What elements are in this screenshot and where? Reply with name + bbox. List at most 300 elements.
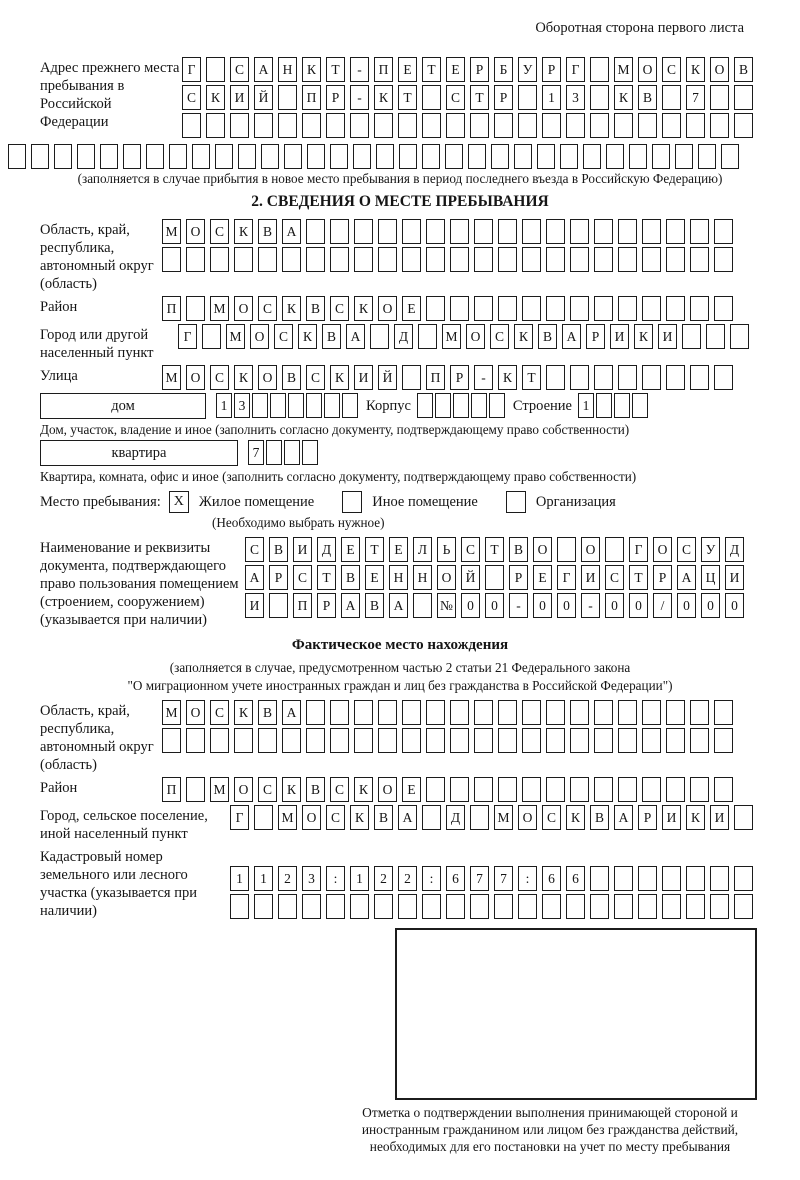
char-box[interactable]: К (498, 365, 517, 390)
char-box[interactable]: М (442, 324, 461, 349)
char-box[interactable]: К (614, 85, 633, 110)
char-box[interactable]: В (538, 324, 557, 349)
char-box[interactable] (378, 219, 397, 244)
char-box[interactable]: 0 (629, 593, 648, 618)
char-box[interactable] (570, 700, 589, 725)
char-box[interactable] (307, 144, 325, 169)
char-box[interactable]: Б (494, 57, 513, 82)
char-box[interactable] (284, 440, 300, 465)
char-box[interactable] (230, 894, 249, 919)
char-box[interactable]: Р (269, 565, 288, 590)
char-box[interactable]: О (258, 365, 277, 390)
char-box[interactable] (474, 777, 493, 802)
char-box[interactable]: А (341, 593, 360, 618)
char-box[interactable] (518, 894, 537, 919)
char-box[interactable]: Д (394, 324, 413, 349)
char-box[interactable]: М (162, 365, 181, 390)
char-box[interactable] (453, 393, 469, 418)
char-box[interactable]: - (509, 593, 528, 618)
char-box[interactable] (354, 728, 373, 753)
char-box[interactable] (350, 894, 369, 919)
char-box[interactable]: 2 (398, 866, 417, 891)
char-box[interactable] (710, 113, 729, 138)
char-box[interactable]: С (230, 57, 249, 82)
char-box[interactable]: О (466, 324, 485, 349)
char-box[interactable]: В (282, 365, 301, 390)
char-box[interactable] (570, 728, 589, 753)
char-box[interactable] (662, 113, 681, 138)
char-box[interactable] (590, 57, 609, 82)
char-box[interactable]: О (302, 805, 321, 830)
char-box[interactable]: А (389, 593, 408, 618)
char-box[interactable]: Н (278, 57, 297, 82)
char-box[interactable] (426, 777, 445, 802)
char-box[interactable]: 3 (234, 393, 250, 418)
char-box[interactable]: Г (557, 565, 576, 590)
char-box[interactable]: С (274, 324, 293, 349)
char-box[interactable] (570, 296, 589, 321)
char-box[interactable] (210, 728, 229, 753)
char-box[interactable]: С (182, 85, 201, 110)
char-box[interactable] (618, 219, 637, 244)
char-box[interactable]: М (494, 805, 513, 830)
char-box[interactable]: Е (398, 57, 417, 82)
char-box[interactable]: Р (638, 805, 657, 830)
char-box[interactable] (31, 144, 49, 169)
char-box[interactable] (666, 728, 685, 753)
char-box[interactable] (642, 365, 661, 390)
char-box[interactable] (254, 805, 273, 830)
char-box[interactable]: К (354, 777, 373, 802)
char-box[interactable]: К (686, 805, 705, 830)
char-box[interactable] (206, 57, 225, 82)
char-box[interactable]: Й (254, 85, 273, 110)
char-box[interactable]: 2 (278, 866, 297, 891)
char-box[interactable] (734, 113, 753, 138)
char-box[interactable] (470, 894, 489, 919)
char-box[interactable]: А (562, 324, 581, 349)
char-box[interactable] (326, 113, 345, 138)
char-box[interactable] (618, 365, 637, 390)
char-box[interactable]: П (426, 365, 445, 390)
char-box[interactable] (330, 728, 349, 753)
char-box[interactable]: И (293, 537, 312, 562)
char-box[interactable] (210, 247, 229, 272)
char-box[interactable]: К (282, 296, 301, 321)
char-box[interactable] (614, 393, 630, 418)
char-box[interactable] (498, 296, 517, 321)
char-box[interactable]: В (306, 296, 325, 321)
char-box[interactable] (54, 144, 72, 169)
char-box[interactable] (618, 296, 637, 321)
char-box[interactable] (546, 777, 565, 802)
char-box[interactable] (686, 894, 705, 919)
char-box[interactable] (426, 247, 445, 272)
char-box[interactable]: К (330, 365, 349, 390)
char-box[interactable] (710, 866, 729, 891)
char-box[interactable] (690, 365, 709, 390)
char-box[interactable] (474, 247, 493, 272)
char-box[interactable] (638, 894, 657, 919)
char-box[interactable] (721, 144, 739, 169)
char-box[interactable] (638, 866, 657, 891)
char-box[interactable]: О (234, 777, 253, 802)
char-box[interactable] (632, 393, 648, 418)
char-box[interactable] (730, 324, 749, 349)
char-box[interactable]: К (234, 700, 253, 725)
char-box[interactable]: М (210, 777, 229, 802)
char-box[interactable] (618, 728, 637, 753)
char-box[interactable] (675, 144, 693, 169)
char-box[interactable] (618, 777, 637, 802)
char-box[interactable] (474, 728, 493, 753)
char-box[interactable] (614, 866, 633, 891)
char-box[interactable] (282, 247, 301, 272)
char-box[interactable] (471, 393, 487, 418)
char-box[interactable]: В (365, 593, 384, 618)
char-box[interactable] (666, 219, 685, 244)
char-box[interactable]: Е (389, 537, 408, 562)
char-box[interactable]: О (638, 57, 657, 82)
char-box[interactable] (698, 144, 716, 169)
char-box[interactable] (417, 393, 433, 418)
char-box[interactable]: С (293, 565, 312, 590)
char-box[interactable]: О (653, 537, 672, 562)
char-box[interactable] (422, 85, 441, 110)
char-box[interactable] (258, 247, 277, 272)
char-box[interactable] (162, 247, 181, 272)
char-box[interactable] (642, 777, 661, 802)
char-box[interactable]: 7 (470, 866, 489, 891)
char-box[interactable] (629, 144, 647, 169)
char-box[interactable]: У (701, 537, 720, 562)
char-box[interactable]: 0 (461, 593, 480, 618)
char-box[interactable] (560, 144, 578, 169)
char-box[interactable] (354, 700, 373, 725)
char-box[interactable] (491, 144, 509, 169)
char-box[interactable]: Е (402, 296, 421, 321)
char-box[interactable]: М (278, 805, 297, 830)
char-box[interactable] (590, 85, 609, 110)
char-box[interactable]: 1 (216, 393, 232, 418)
char-box[interactable] (590, 866, 609, 891)
char-box[interactable]: 0 (533, 593, 552, 618)
char-box[interactable] (690, 777, 709, 802)
char-box[interactable] (302, 113, 321, 138)
char-box[interactable]: 3 (566, 85, 585, 110)
char-box[interactable] (642, 296, 661, 321)
char-box[interactable]: Н (389, 565, 408, 590)
char-box[interactable]: С (605, 565, 624, 590)
char-box[interactable] (374, 113, 393, 138)
char-box[interactable]: Р (326, 85, 345, 110)
char-box[interactable] (342, 393, 358, 418)
char-box[interactable] (714, 219, 733, 244)
char-box[interactable]: Т (522, 365, 541, 390)
char-box[interactable] (557, 537, 576, 562)
char-box[interactable]: Р (494, 85, 513, 110)
char-box[interactable]: О (186, 219, 205, 244)
char-box[interactable] (426, 700, 445, 725)
char-box[interactable] (270, 393, 286, 418)
char-box[interactable] (450, 728, 469, 753)
char-box[interactable] (710, 85, 729, 110)
char-box[interactable] (546, 219, 565, 244)
char-box[interactable] (186, 247, 205, 272)
char-box[interactable]: 6 (566, 866, 585, 891)
char-box[interactable]: Т (422, 57, 441, 82)
char-box[interactable]: Т (470, 85, 489, 110)
char-box[interactable]: : (326, 866, 345, 891)
char-box[interactable] (594, 728, 613, 753)
char-box[interactable] (474, 700, 493, 725)
char-box[interactable]: Е (446, 57, 465, 82)
char-box[interactable] (446, 113, 465, 138)
char-box[interactable]: Л (413, 537, 432, 562)
char-box[interactable]: № (437, 593, 456, 618)
char-box[interactable]: И (662, 805, 681, 830)
char-box[interactable] (169, 144, 187, 169)
char-box[interactable]: Н (413, 565, 432, 590)
char-box[interactable]: А (254, 57, 273, 82)
char-box[interactable]: К (686, 57, 705, 82)
char-box[interactable] (662, 866, 681, 891)
char-box[interactable] (378, 728, 397, 753)
char-box[interactable] (546, 247, 565, 272)
char-box[interactable]: И (581, 565, 600, 590)
char-box[interactable]: 7 (494, 866, 513, 891)
char-box[interactable]: 0 (485, 593, 504, 618)
char-box[interactable] (566, 113, 585, 138)
char-box[interactable] (378, 700, 397, 725)
char-box[interactable] (306, 393, 322, 418)
char-box[interactable] (652, 144, 670, 169)
char-box[interactable]: Ц (701, 565, 720, 590)
char-box[interactable] (522, 247, 541, 272)
char-box[interactable] (146, 144, 164, 169)
char-box[interactable]: С (490, 324, 509, 349)
char-box[interactable] (422, 144, 440, 169)
char-box[interactable] (605, 537, 624, 562)
char-box[interactable]: Р (470, 57, 489, 82)
char-box[interactable] (498, 219, 517, 244)
char-box[interactable]: С (662, 57, 681, 82)
char-box[interactable] (354, 247, 373, 272)
char-box[interactable]: О (186, 365, 205, 390)
char-box[interactable] (706, 324, 725, 349)
char-box[interactable] (446, 894, 465, 919)
char-box[interactable]: 1 (578, 393, 594, 418)
char-box[interactable]: О (518, 805, 537, 830)
char-box[interactable]: О (581, 537, 600, 562)
char-box[interactable] (714, 777, 733, 802)
char-box[interactable] (278, 894, 297, 919)
char-box[interactable]: К (350, 805, 369, 830)
char-box[interactable] (498, 777, 517, 802)
char-box[interactable] (261, 144, 279, 169)
char-box[interactable]: Р (586, 324, 605, 349)
char-box[interactable]: И (710, 805, 729, 830)
char-box[interactable] (306, 728, 325, 753)
char-box[interactable] (470, 113, 489, 138)
char-box[interactable]: Г (182, 57, 201, 82)
char-box[interactable] (254, 894, 273, 919)
char-box[interactable] (282, 728, 301, 753)
char-box[interactable] (485, 565, 504, 590)
char-box[interactable] (594, 296, 613, 321)
char-box[interactable]: И (354, 365, 373, 390)
char-box[interactable] (306, 247, 325, 272)
char-box[interactable]: 0 (677, 593, 696, 618)
char-box[interactable] (546, 365, 565, 390)
char-box[interactable] (614, 894, 633, 919)
char-box[interactable] (714, 365, 733, 390)
char-box[interactable] (590, 113, 609, 138)
char-box[interactable]: В (341, 565, 360, 590)
char-box[interactable]: - (350, 57, 369, 82)
char-box[interactable]: Г (629, 537, 648, 562)
char-box[interactable] (402, 365, 421, 390)
char-box[interactable] (594, 247, 613, 272)
char-box[interactable] (192, 144, 210, 169)
char-box[interactable] (642, 728, 661, 753)
char-box[interactable]: О (533, 537, 552, 562)
char-box[interactable]: К (234, 219, 253, 244)
char-box[interactable]: А (245, 565, 264, 590)
char-box[interactable] (450, 219, 469, 244)
char-box[interactable]: О (378, 777, 397, 802)
char-box[interactable]: Т (365, 537, 384, 562)
char-box[interactable]: П (302, 85, 321, 110)
char-box[interactable]: В (590, 805, 609, 830)
char-box[interactable] (714, 296, 733, 321)
char-box[interactable] (306, 219, 325, 244)
char-box[interactable] (426, 219, 445, 244)
char-box[interactable]: К (514, 324, 533, 349)
char-box[interactable] (402, 700, 421, 725)
char-box[interactable] (518, 113, 537, 138)
char-box[interactable] (266, 440, 282, 465)
char-box[interactable] (398, 113, 417, 138)
char-box[interactable] (186, 728, 205, 753)
char-box[interactable]: О (437, 565, 456, 590)
char-box[interactable] (714, 247, 733, 272)
char-box[interactable] (238, 144, 256, 169)
char-box[interactable] (614, 113, 633, 138)
char-box[interactable]: 1 (254, 866, 273, 891)
char-box[interactable]: А (346, 324, 365, 349)
char-box[interactable]: Т (326, 57, 345, 82)
char-box[interactable] (378, 247, 397, 272)
char-box[interactable]: С (258, 296, 277, 321)
char-box[interactable]: 6 (446, 866, 465, 891)
char-box[interactable] (618, 700, 637, 725)
char-box[interactable] (278, 85, 297, 110)
char-box[interactable]: К (282, 777, 301, 802)
char-box[interactable] (402, 247, 421, 272)
char-box[interactable] (594, 219, 613, 244)
char-box[interactable]: С (326, 805, 345, 830)
char-box[interactable] (714, 728, 733, 753)
char-box[interactable] (445, 144, 463, 169)
char-box[interactable] (734, 805, 753, 830)
char-box[interactable] (182, 113, 201, 138)
char-box[interactable]: Д (725, 537, 744, 562)
char-box[interactable] (642, 219, 661, 244)
char-box[interactable]: / (653, 593, 672, 618)
char-box[interactable] (353, 144, 371, 169)
char-box[interactable] (450, 296, 469, 321)
char-box[interactable] (426, 296, 445, 321)
char-box[interactable]: С (330, 777, 349, 802)
char-box[interactable] (8, 144, 26, 169)
char-box[interactable] (494, 894, 513, 919)
char-box[interactable]: Д (317, 537, 336, 562)
char-box[interactable]: С (210, 365, 229, 390)
char-box[interactable] (324, 393, 340, 418)
char-box[interactable] (690, 296, 709, 321)
char-box[interactable] (162, 728, 181, 753)
char-box[interactable] (284, 144, 302, 169)
char-box[interactable]: В (734, 57, 753, 82)
char-box[interactable] (566, 894, 585, 919)
char-box[interactable]: - (581, 593, 600, 618)
char-box[interactable] (690, 219, 709, 244)
char-box[interactable] (666, 777, 685, 802)
char-box[interactable]: 2 (374, 866, 393, 891)
char-box[interactable] (590, 894, 609, 919)
char-box[interactable] (618, 247, 637, 272)
char-box[interactable] (594, 700, 613, 725)
char-box[interactable]: М (210, 296, 229, 321)
char-box[interactable]: : (518, 866, 537, 891)
char-box[interactable] (714, 700, 733, 725)
char-box[interactable] (100, 144, 118, 169)
checkbox-other-premises[interactable] (342, 491, 362, 513)
char-box[interactable] (686, 866, 705, 891)
char-box[interactable]: Г (566, 57, 585, 82)
char-box[interactable]: Ь (437, 537, 456, 562)
char-box[interactable]: 1 (350, 866, 369, 891)
char-box[interactable] (288, 393, 304, 418)
char-box[interactable]: П (162, 296, 181, 321)
char-box[interactable] (234, 247, 253, 272)
char-box[interactable] (498, 728, 517, 753)
char-box[interactable] (666, 700, 685, 725)
char-box[interactable] (596, 393, 612, 418)
char-box[interactable] (642, 247, 661, 272)
char-box[interactable] (202, 324, 221, 349)
char-box[interactable]: 0 (557, 593, 576, 618)
char-box[interactable] (326, 894, 345, 919)
char-box[interactable] (468, 144, 486, 169)
char-box[interactable] (690, 700, 709, 725)
char-box[interactable] (418, 324, 437, 349)
char-box[interactable] (77, 144, 95, 169)
char-box[interactable] (686, 113, 705, 138)
char-box[interactable] (570, 777, 589, 802)
char-box[interactable] (489, 393, 505, 418)
char-box[interactable] (413, 593, 432, 618)
char-box[interactable]: А (614, 805, 633, 830)
char-box[interactable]: М (614, 57, 633, 82)
char-box[interactable]: А (282, 219, 301, 244)
checkbox-organization[interactable] (506, 491, 526, 513)
char-box[interactable]: О (250, 324, 269, 349)
char-box[interactable]: С (210, 700, 229, 725)
char-box[interactable] (606, 144, 624, 169)
char-box[interactable]: Е (341, 537, 360, 562)
